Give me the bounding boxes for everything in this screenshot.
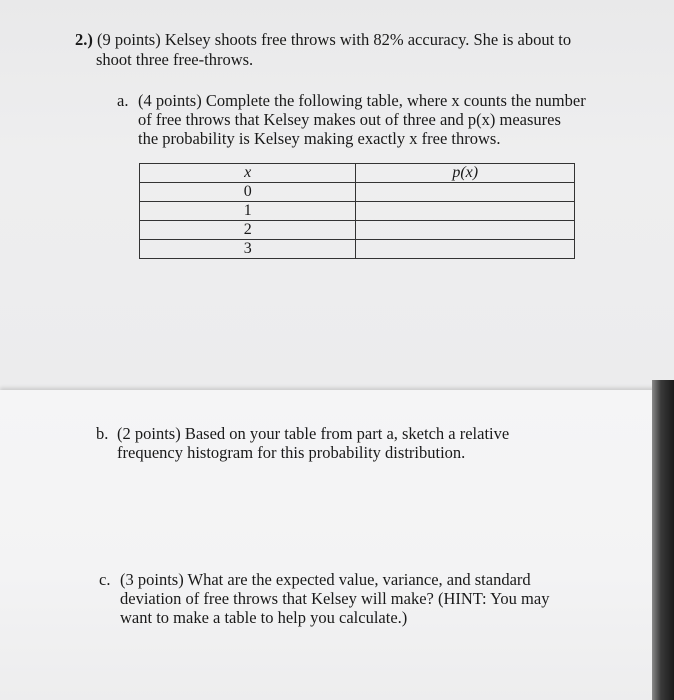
table-row — [140, 183, 575, 202]
header-x: x — [140, 164, 356, 183]
cell-x: 2 — [140, 221, 356, 240]
cell-px[interactable] — [356, 221, 575, 240]
problem-number: 2.) — [75, 30, 93, 49]
cell-px[interactable] — [356, 183, 575, 202]
part-a-line3: the probability is Kelsey making exactly x free throws. — [138, 129, 501, 148]
cell-x: 0 — [140, 183, 356, 202]
cell-px[interactable] — [356, 202, 575, 221]
part-b-line2: frequency histogram for this probability distribution. — [117, 443, 466, 462]
table-header-row — [140, 164, 575, 183]
problem-points: (9 points) — [97, 30, 161, 49]
background-edge — [652, 380, 674, 700]
cell-px[interactable] — [356, 240, 575, 259]
problem-header-line1 — [75, 30, 571, 49]
part-c-line2: deviation of free throws that Kelsey will make? (HINT: You may — [120, 589, 550, 608]
part-b-label: b. — [96, 424, 109, 443]
header-px: p(x) — [356, 164, 575, 183]
problem-text-2: shoot three free-throws. — [96, 50, 254, 69]
part-c-label: c. — [99, 570, 111, 589]
problem-text-1: Kelsey shoots free throws with 82% accuracy. She is about to — [164, 30, 572, 49]
part-a-label: a. — [117, 91, 129, 110]
table-row — [140, 221, 575, 240]
part-c-line3: want to make a table to help you calculate.) — [120, 608, 408, 627]
part-c-line1: (3 points) What are the expected value, variance, and standard — [120, 570, 531, 589]
cell-x: 1 — [140, 202, 356, 221]
table-row — [140, 240, 575, 259]
probability-table — [139, 163, 575, 259]
part-b-line1: (2 points) Based on your table from part a, sketch a relative — [117, 424, 510, 443]
table-row — [140, 202, 575, 221]
part-a-line1: (4 points) Complete the following table, where x counts the number — [138, 91, 586, 110]
part-a-line2: of free throws that Kelsey makes out of three and p(x) measures — [138, 110, 561, 129]
cell-x: 3 — [140, 240, 356, 259]
